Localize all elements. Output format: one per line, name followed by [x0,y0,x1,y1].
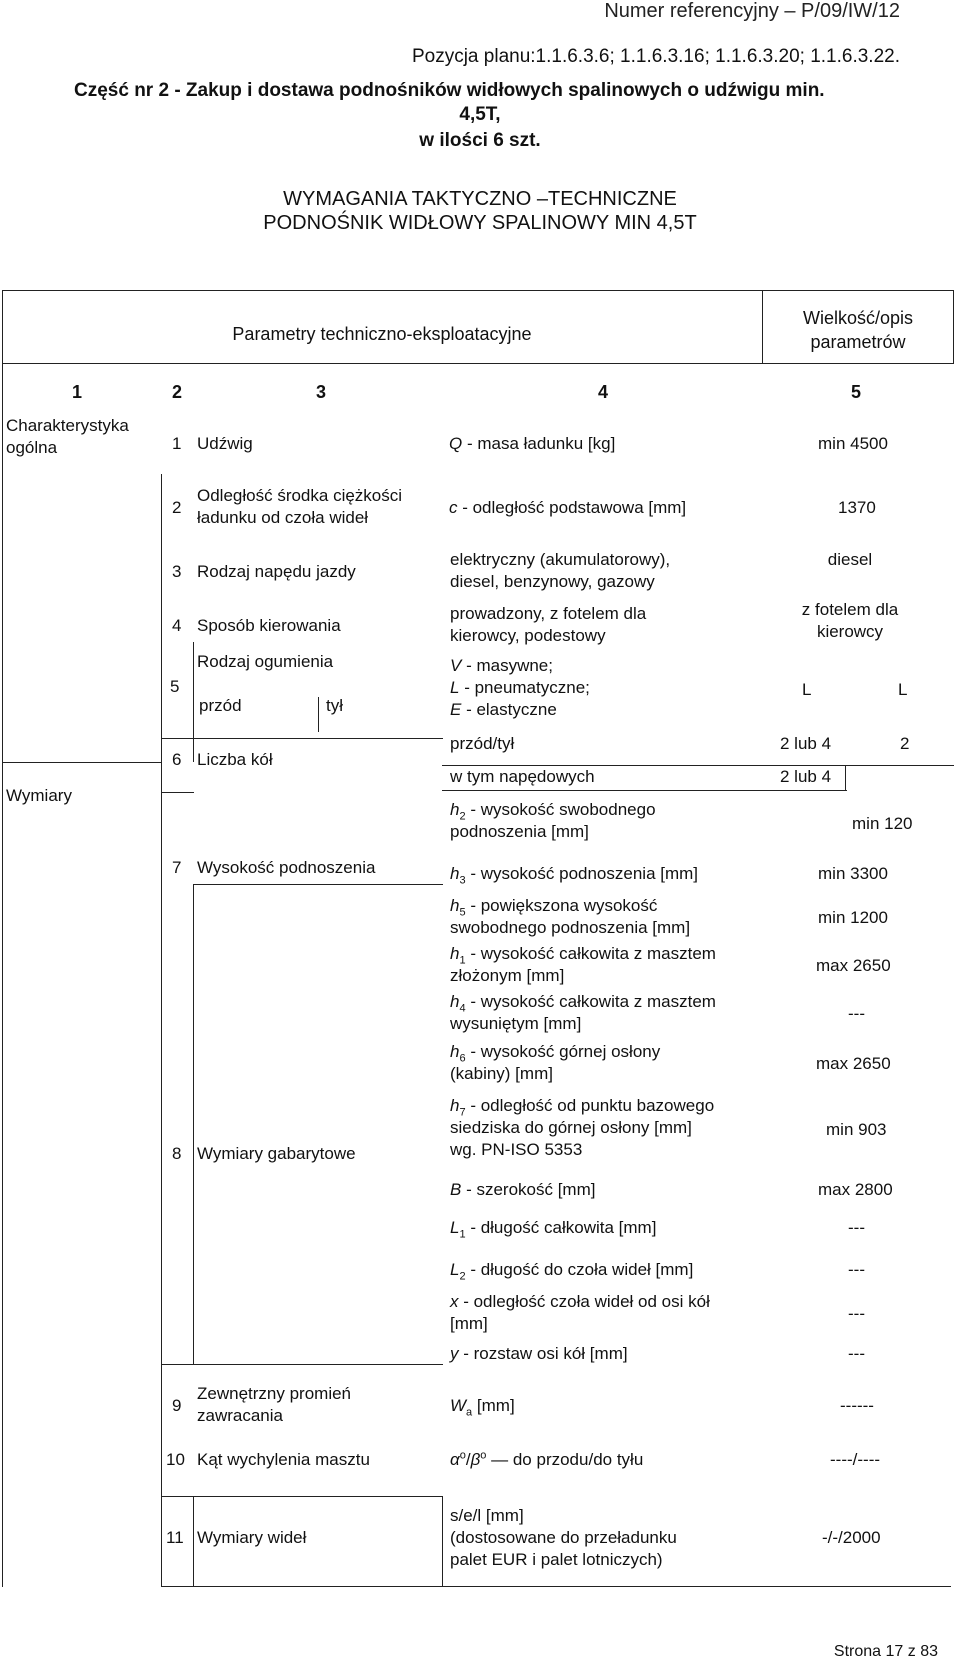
row-5-name: Rodzaj ogumienia [197,652,334,671]
row-8-h5-value: min 1200 [818,908,888,927]
plan-position: Pozycja planu:1.1.6.3.6; 1.1.6.3.16; 1.1.6.3.20; 1.1.6.3.22. [411,46,900,67]
row-5-value-rear: L [898,680,908,699]
row-8-h4-line-1: $h_4$ - wysokość całkowita z masztem [450,992,716,1015]
row-4-number: 4 [172,616,182,635]
row-8-h6-value: max 2650 [816,1054,891,1073]
row-9-value: ------ [840,1396,874,1415]
row-line-6 [161,738,443,739]
row-5-front-label: przód [199,696,242,715]
row-5-rear-label: tył [326,696,343,715]
part-title-line-1: Część nr 2 - Zakup i dostawa podnośników widłowych spalinowych o udźwigu min. [74,80,825,101]
col-divider-name-2 [193,884,194,1364]
row-5-value-front: L [802,680,812,699]
row-line-11 [161,1496,443,1497]
row-8-y: y - rozstaw osi kół [mm] [450,1344,628,1363]
row-8-h1-line-1: $h_1$ - wysokość całkowita z masztem [450,944,716,967]
row-2-param: c - odległość podstawowa [mm] [449,498,687,517]
row-2-name-line-2: ładunku od czoła wideł [197,508,369,527]
row-8-name: Wymiary gabarytowe [197,1144,356,1163]
row-10-name: Kąt wychylenia masztu [197,1450,370,1469]
row-9-name-line-2: zawracania [197,1406,283,1425]
row-line-wheels [442,765,954,766]
row-line-8 [193,884,443,885]
row-6-value-front: 2 lub 4 [780,734,832,753]
col-number-4: 4 [598,382,609,402]
row-1-value: min 4500 [818,434,888,453]
col-number-5: 5 [851,382,862,402]
row-10-param: $\alpha^o/\beta^o$ — do przodu/do tyłu [450,1449,644,1469]
row-6-value-driven: 2 lub 4 [780,767,832,786]
row-5-param-l: L - pneumatyczne; [450,678,590,697]
table-bottom [161,1586,951,1587]
row-9-param: $W_a$ [mm] [450,1396,515,1419]
col-number-3: 3 [316,382,327,402]
row-6-number: 6 [172,750,182,769]
row-8-l1-value: --- [848,1218,865,1237]
row-8-h6-line-1: $h_6$ - wysokość górnej osłony [450,1042,661,1065]
row-8-l2-value: --- [848,1260,865,1279]
row-8-h4-line-2: wysuniętym [mm] [450,1014,582,1033]
row-5-number: 5 [170,677,180,696]
group-dimensions: Wymiary [6,786,72,805]
row-line-dimensions [2,762,162,763]
col-number-2: 2 [172,382,183,402]
row-8-h1-value: max 2650 [816,956,891,975]
row-11-name: Wymiary wideł [197,1528,307,1547]
page-number: Strona 17 z 83 [833,1643,938,1660]
row-4-value-line-2: kierowcy [816,622,884,641]
row-1-param: Q - masa ładunku [kg] [449,434,616,453]
row-9-number: 9 [172,1396,182,1415]
row-3-param-line-1: elektryczny (akumulatorowy), [450,550,671,569]
row-7-h2-line-1: $h_2$ - wysokość swobodnego [450,800,656,823]
col-divider-tires [318,697,319,732]
row-7-h2-line-2: podnoszenia [mm] [450,822,589,841]
row-8-l2: $L_2$ - długość do czoła wideł [mm] [450,1260,694,1283]
row-3-number: 3 [172,562,182,581]
row-8-b: B - szerokość [mm] [450,1180,596,1199]
row-4-value-line-1: z fotelem dla [801,600,899,619]
row-7-h3: $h_3$ - wysokość podnoszenia [mm] [450,864,699,887]
row-8-l1: $L_1$ - długość całkowita [mm] [450,1218,657,1241]
col-header-value-1: Wielkość/opis [802,308,914,328]
row-4-param-line-2: kierowcy, podestowy [450,626,606,645]
row-8-h7-value: min 903 [826,1120,887,1139]
row-8-number: 8 [172,1144,182,1163]
row-6-value-rear: 2 [900,734,910,753]
row-11-number: 11 [166,1528,184,1547]
row-3-name: Rodzaj napędu jazdy [197,562,356,581]
table-left-border [2,362,3,1587]
row-3-param-line-2: diesel, benzynowy, gazowy [450,572,655,591]
row-8-x-value: --- [848,1304,865,1323]
row-7-h3-value: min 3300 [818,864,888,883]
row-8-h7-line-3: wg. PN-ISO 5353 [450,1140,583,1159]
row-6-param-front-rear: przód/tył [450,734,515,753]
row-10-number: 10 [166,1450,185,1469]
col-divider-params [442,1496,443,1586]
reference-number: Numer referencyjny – P/09/IW/12 [604,0,900,22]
part-title-line-2: 4,5T, [459,104,501,125]
doc-title-line-1: WYMAGANIA TAKTYCZNO –TECHNICZNE [283,188,677,210]
row-1-name: Udźwig [197,434,253,453]
row-11-param-line-1: s/e/l [mm] [450,1506,524,1525]
col-divider-name [193,642,194,762]
row-8-x-line-2: [mm] [450,1314,488,1333]
row-5-param-e: E - elastyczne [450,700,557,719]
row-line-wheels-2 [442,790,847,791]
row-line-7 [161,792,194,793]
row-9-name-line-1: Zewnętrzny promień [197,1384,352,1403]
row-7-h2-value: min 120 [852,814,913,833]
row-11-value: -/-/2000 [822,1528,881,1547]
row-line-9 [161,1364,443,1365]
row-8-b-value: max 2800 [818,1180,893,1199]
row-4-name: Sposób kierowania [197,616,341,635]
group-general-line-2: ogólna [6,438,58,457]
row-8-y-value: --- [848,1344,865,1363]
row-8-h7-line-2: siedziska do górnej osłony [mm] [450,1118,692,1137]
row-4-param-line-1: prowadzony, z fotelem dla [450,604,647,623]
row-3-value: diesel [827,550,873,569]
col-number-1: 1 [72,382,83,402]
col-divider-name-3 [193,1496,194,1586]
row-7-number: 7 [172,858,182,877]
row-2-value: 1370 [838,498,876,517]
col-header-value-2: parametrów [810,332,906,352]
doc-title-line-2: PODNOŚNIK WIDŁOWY SPALINOWY MIN 4,5T [263,212,697,234]
row-8-h5-line-2: swobodnego podnoszenia [mm] [450,918,691,937]
row-11-param-line-3: palet EUR i palet lotniczych) [450,1550,663,1569]
part-title-line-3: w ilości 6 szt. [419,130,541,151]
col-divider-1 [161,474,162,1587]
row-8-h4-value: --- [848,1004,865,1023]
col-header-params: Parametry techniczno-eksploatacyjne [232,324,532,344]
row-8-h7-line-1: $h_7$ - odległość od punktu bazowego [450,1096,715,1119]
row-11-param-line-2: (dostosowane do przeładunku [450,1528,677,1547]
row-8-h5-line-1: $h_5$ - powiększona wysokość [450,896,658,919]
row-10-value: ----/---- [830,1450,881,1469]
row-8-x-line-1: x - odległość czoła wideł od osi kół [450,1292,710,1311]
row-7-name: Wysokość podnoszenia [197,858,376,877]
group-general-line-1: Charakterystyka [6,416,129,435]
row-6-name: Liczba kół [197,750,273,769]
col-divider-wheels [845,765,846,790]
row-8-h1-line-2: złożonym [mm] [450,966,565,985]
row-2-name-line-1: Odległość środka ciężkości [197,486,403,505]
row-5-param-v: V - masywne; [450,656,553,675]
row-2-number: 2 [172,498,182,517]
row-6-param-driven: w tym napędowych [450,767,595,786]
row-1-number: 1 [172,434,182,453]
row-8-h6-line-2: (kabiny) [mm] [450,1064,553,1083]
